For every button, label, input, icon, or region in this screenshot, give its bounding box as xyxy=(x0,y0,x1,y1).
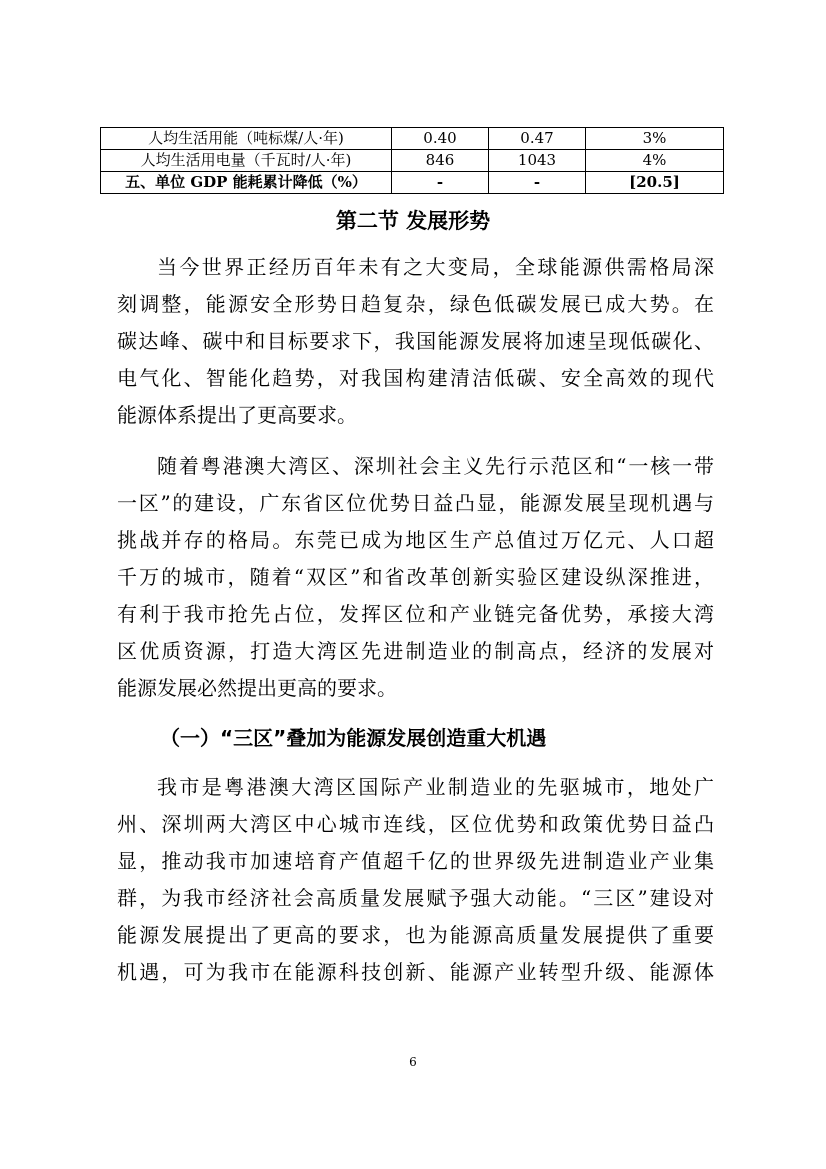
paragraph xyxy=(117,448,714,707)
table-row xyxy=(101,172,724,194)
table-cell: 人均生活用能（吨标煤/人·年) xyxy=(101,128,392,150)
text-line: 区优质资源，打造大湾区先进制造业的制高点，经济的发展对 xyxy=(117,639,714,663)
table-cell: - xyxy=(392,172,489,194)
text-line: 挑战并存的格局。东莞已成为地区生产总值过万亿元、人口超 xyxy=(117,528,714,552)
table-cell: 五、单位 GDP 能耗累计降低（%） xyxy=(101,172,392,194)
table-row xyxy=(101,150,724,172)
text-line: 随着粤港澳大湾区、深圳社会主义先行示范区和“一核一带 xyxy=(157,454,714,478)
text-line: 碳达峰、碳中和目标要求下，我国能源发展将加速呈现低碳化、 xyxy=(117,329,714,353)
text-line: 刻调整，能源安全形势日趋复杂，绿色低碳发展已成大势。在 xyxy=(117,292,714,316)
section-title: 第二节 发展形势 xyxy=(335,209,491,233)
text-line: 能源发展必然提出更高的要求。 xyxy=(117,676,397,700)
text-line: 当今世界正经历百年未有之大变局，全球能源供需格局深 xyxy=(157,255,714,279)
table-cell: - xyxy=(489,172,586,194)
text-line: 电气化、智能化趋势，对我国构建清洁低碳、安全高效的现代 xyxy=(117,366,714,390)
paragraph xyxy=(117,769,714,991)
text-line: 能源体系提出了更高要求。 xyxy=(117,403,357,427)
table-cell: 846 xyxy=(392,150,489,172)
text-line: 群，为我市经济社会高质量发展赋予强大动能。“三区”建设对 xyxy=(117,886,714,910)
text-line: 机遇，可为我市在能源科技创新、能源产业转型升级、能源体 xyxy=(117,960,714,984)
table-cell: 0.47 xyxy=(489,128,586,150)
table-row xyxy=(101,128,724,150)
table-cell: [20.5] xyxy=(586,172,724,194)
text-line: 千万的城市，随着“双区”和省改革创新实验区建设纵深推进， xyxy=(117,565,714,589)
text-line: 显，推动我市加速培育产值超千亿的世界级先进制造业产业集 xyxy=(117,849,714,873)
paragraph xyxy=(117,249,714,434)
indicator-table xyxy=(100,127,724,194)
text-line: 州、深圳两大湾区中心城市连线，区位优势和政策优势日益凸 xyxy=(117,812,714,836)
text-line: 能源发展提出了更高的要求，也为能源高质量发展提供了重要 xyxy=(117,923,714,947)
table-cell: 1043 xyxy=(489,150,586,172)
table-cell: 0.40 xyxy=(392,128,489,150)
subheading: （一）“三区”叠加为能源发展创造重大机遇 xyxy=(160,726,547,750)
text-line: 一区”的建设，广东省区位优势日益凸显，能源发展呈现机遇与 xyxy=(117,491,714,515)
text-line: 我市是粤港澳大湾区国际产业制造业的先驱城市，地处广 xyxy=(157,775,714,799)
table-cell: 4% xyxy=(586,150,724,172)
table-cell: 3% xyxy=(586,128,724,150)
text-line: 有利于我市抢先占位，发挥区位和产业链完备优势，承接大湾 xyxy=(117,602,714,626)
page-number: 6 xyxy=(409,1055,417,1069)
table-cell: 人均生活用电量（千瓦时/人·年) xyxy=(101,150,392,172)
